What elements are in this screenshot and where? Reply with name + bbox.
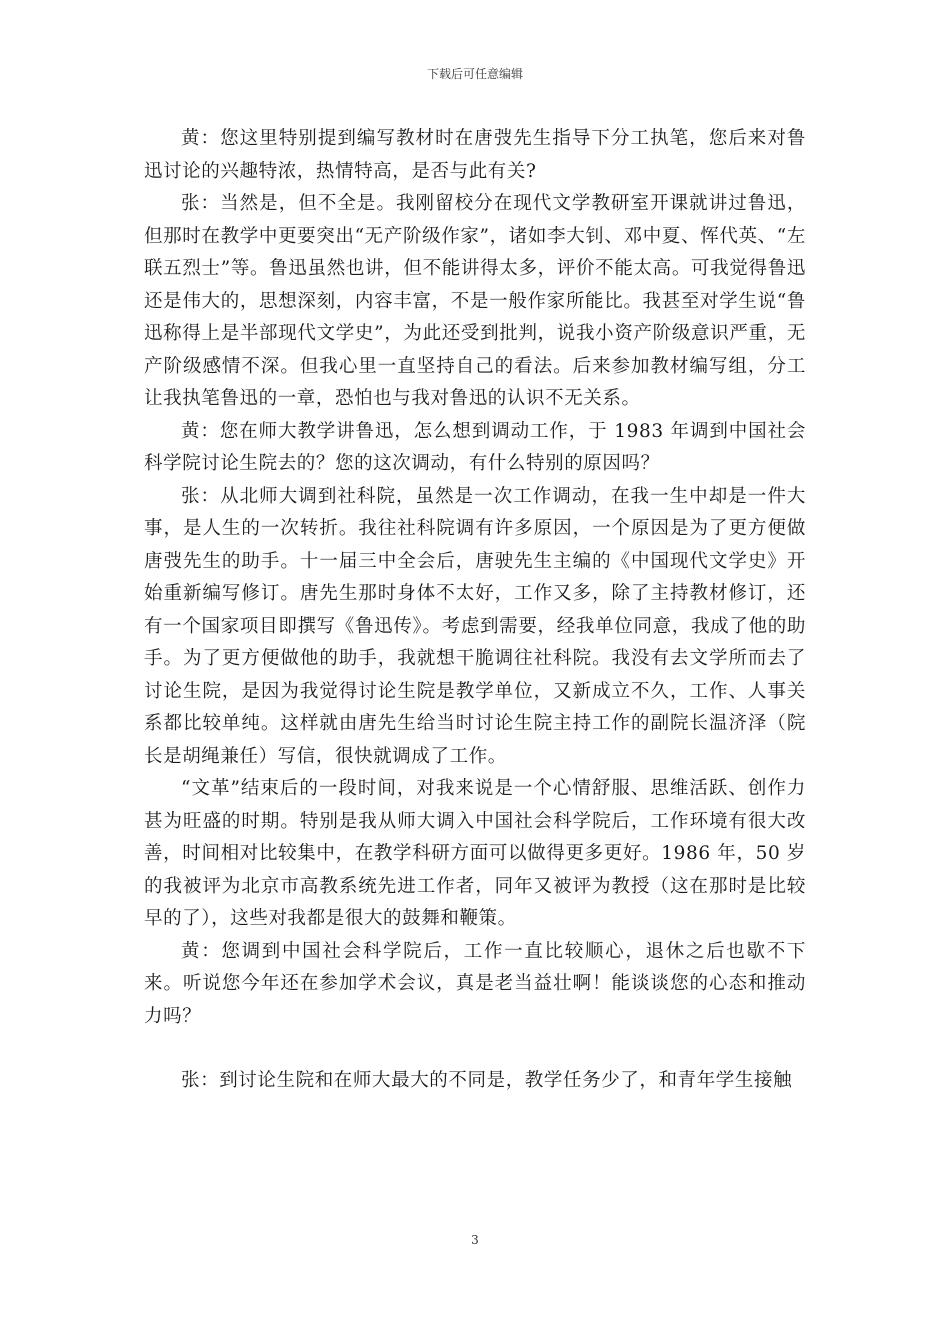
paragraph-answer-2-continued: “文革”结束后的一段时间，对我来说是一个心情舒服、思维活跃、创作力甚为旺盛的时期。特别是我从师大调入中国社会科学院后，工作环境有很大改善，时间相对比较集中，在教学科研方面可以做得更多更好。1986 年，50 岁的我被评为北京市高教系统先进工作者，同年又被评为教授（这在那时是比较早的了），这些对我都是很大的鼓舞和鞭策。 <box>144 778 806 929</box>
blank-line <box>144 1033 806 1065</box>
page-number: 3 <box>471 1233 479 1247</box>
paragraph-answer-3: 张：到讨论生院和在师大最大的不同是，教学任务少了，和青年学生接触 <box>181 1070 793 1091</box>
paragraph-answer-2: 张：从北师大调到社科院，虽然是一次工作调动，在我一生中却是一件大事，是人生的一次转折。我往社科院调有许多原因，一个原因是为了更方便做唐弢先生的助手。十一届三中全会后，唐驶先生主编的《中国现代文学史》开始重新编写修订。唐先生那时身体不太好，工作又多，除了主持教材修订，还有一个国家项目即撰写《鲁迅传》。考虑到需要，经我单位同意，我成了他的助手。为了更方便做他的助手，我就想干脆调往社科院。我没有去文学所而去了讨论生院，是因为我觉得讨论生院是教学单位，又新成立不久，工作、人事关系都比较单纯。这样就由唐先生给当时讨论生院主持工作的副院长温济泽（院长是胡绳兼任）写信，很快就调成了工作。 <box>144 485 806 767</box>
paragraph-question-3: 黄：您调到中国社会科学院后，工作一直比较顺心，退休之后也歇不下来。听说您今年还在参加学术会议，真是老当益壮啊！能谈谈您的心态和推动力吗？ <box>144 940 806 1027</box>
document-body <box>144 123 806 1098</box>
paragraph-question-2: 黄：您在师大教学讲鲁迅，怎么想到调动工作，于 1983 年调到中国社会科学院讨论生院去的？您的这次调动，有什么特别的原因吗？ <box>144 420 806 474</box>
page-header: 下载后可任意编辑 <box>426 67 523 81</box>
paragraph-question-1: 黄：您这里特别提到编写教材时在唐弢先生指导下分工执笔，您后来对鲁迅讨论的兴趣特浓，热情特高，是否与此有关? <box>144 128 806 182</box>
paragraph-answer-1: 张：当然是，但不全是。我刚留校分在现代文学教研室开课就讲过鲁迅，但那时在教学中更要突出“无产阶级作家”，诸如李大钊、邓中夏、恽代英、“左联五烈士”等。鲁迅虽然也讲，但不能讲得太多，评价不能太高。可我觉得鲁迅还是伟大的，思想深刻，内容丰富，不是一般作家所能比。我甚至对学生说“鲁迅称得上是半部现代文学史”，为此还受到批判，说我小资产阶级意识严重，无产阶级感情不深。但我心里一直坚持自己的看法。后来参加教材编写组，分工让我执笔鲁迅的一章，恐怕也与我对鲁迅的认识不无关系。 <box>144 193 806 409</box>
